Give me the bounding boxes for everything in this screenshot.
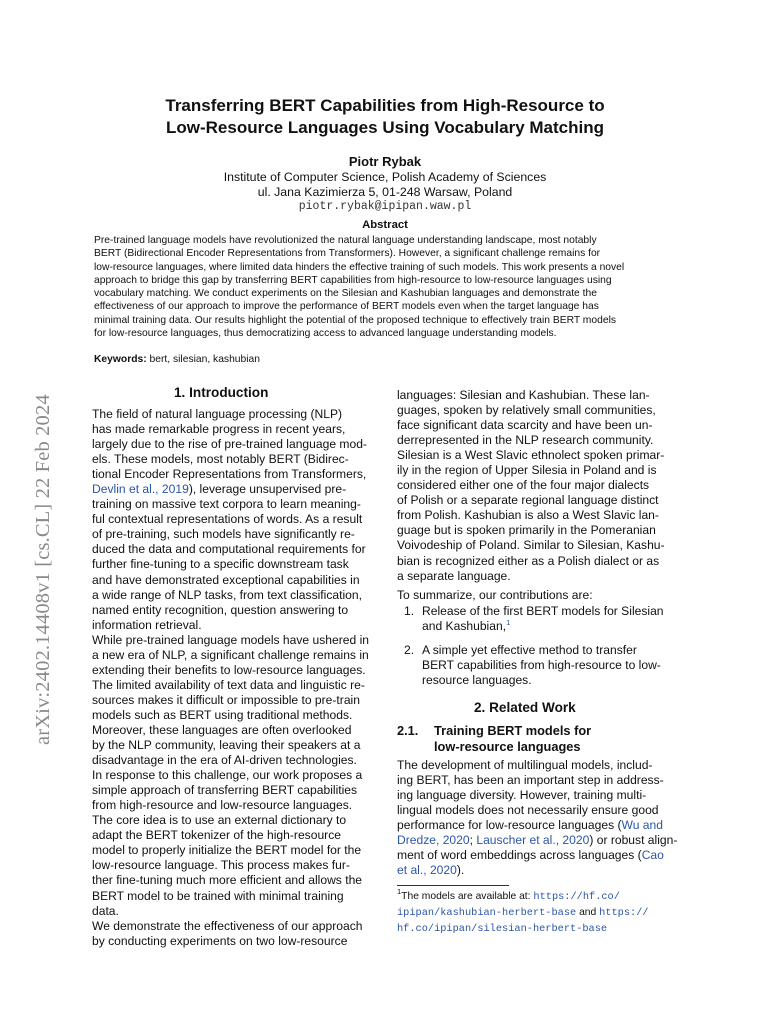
paragraph-line: ful contextual representations of words. As a result: [92, 512, 363, 527]
paragraph-line: largely due to the rise of pre-trained language mod-: [92, 437, 367, 452]
paragraph-line: ing language diversity. However, training multi-: [397, 788, 647, 803]
paragraph-line: by conducting experiments on two low-resource: [92, 933, 348, 948]
paragraph-line: models such as BERT using traditional methods.: [92, 707, 353, 722]
citation-wu-dredze[interactable]: Dredze, 2020: [397, 833, 470, 848]
paragraph-line: extending their benefits to low-resource languages.: [92, 662, 366, 677]
keywords-list: bert, silesian, kashubian: [149, 354, 261, 365]
keywords: [94, 354, 260, 365]
paragraph-line: languages: Silesian and Kashubian. These lan-: [397, 388, 650, 402]
list-line: BERT capabilities from high-resource to low-: [422, 658, 661, 672]
paragraph-line: duced the data and computational requirements for: [92, 542, 366, 557]
paragraph-line: Devlin et al., 2019), leverage unsupervised pre-: [92, 482, 347, 497]
paragraph-line: from Polish. Kashubian is also a West Slavic lan-: [397, 508, 659, 523]
paragraph-line: BERT model to be trained with minimal training: [92, 888, 344, 903]
abstract-line: effectiveness of our approach to improve the performance of BERT models even when the target language has: [94, 301, 599, 313]
footnote-link-silesian[interactable]: hf.co/ipipan/silesian-herbert-base: [397, 923, 608, 935]
title-line: Low-Resource Languages Using Vocabulary Matching: [166, 118, 604, 137]
paragraph-line: ther fine-tuning much more efficient and allows the: [92, 873, 363, 888]
abstract-line: approach to bridge this gap by transferring BERT capabilities from high-resource to low-resource languages using: [94, 274, 612, 286]
paragraph-line: Silesian is a West Slavic ethnolect spoken primar-: [397, 448, 665, 463]
paragraph-line: tional Encoder Representations from Transformers,: [92, 467, 367, 482]
paragraph-line: and have demonstrated exceptional capabilities in: [92, 572, 360, 587]
contributions-intro: To summarize, our contributions are:: [397, 587, 593, 602]
paragraph-line: Voivodeship of Poland. Similar to Silesian, Kashu-: [397, 538, 665, 553]
section-heading-introduction: 1. Introduction: [174, 385, 269, 400]
footnote-line: $^1$The models are available at: https://hf.co/: [397, 887, 620, 903]
paragraph-line: Dredze, 2020; Lauscher et al., 2020) or robust align-: [397, 833, 678, 848]
paragraph-line: a separate language.: [397, 568, 511, 583]
footnote-line: [397, 921, 649, 937]
footnote-link-kashubian[interactable]: https://hf.co/: [533, 891, 620, 903]
paragraph-line: ing BERT, has been an important step in address-: [397, 773, 664, 788]
affiliation: Institute of Computer Science, Polish Academy of Sciences: [223, 170, 547, 184]
abstract-heading: Abstract: [362, 219, 408, 231]
citation-wu-dredze[interactable]: Wu and: [621, 818, 663, 833]
paragraph-line: In response to this challenge, our work proposes a: [92, 768, 363, 783]
abstract-line: minimal training data. Our results highlight the potential of the proposed technique to effectively train BERT models: [94, 314, 617, 326]
left-column: [92, 407, 382, 949]
paragraph-line: performance for low-resource languages (Wu and: [397, 818, 663, 833]
right-column: [397, 388, 682, 603]
author-email[interactable]: piotr.rybak@ipipan.waw.pl: [298, 200, 472, 213]
footnote-rule: [397, 885, 509, 886]
paragraph-line: a wide range of NLP tasks, from text classification,: [92, 587, 362, 602]
paragraph-line: We demonstrate the effectiveness of our approach: [92, 918, 363, 933]
list-line: and Kashubian,$^1$: [422, 618, 511, 633]
paragraph-line: ment of word embeddings across languages (Cao: [397, 848, 664, 863]
paragraph-line: by the NLP community, leaving their speakers at a: [92, 738, 361, 753]
abstract-line: low-resource languages, where limited data hinders the effective training of such models. This work presents a novel: [94, 261, 625, 273]
footnote-link-kashubian[interactable]: ipipan/kashubian-herbert-base: [397, 907, 577, 919]
list-number: 1.: [404, 604, 415, 618]
address: ul. Jana Kazimierza 5, 01-248 Warsaw, Poland: [257, 185, 513, 199]
paragraph-line: information retrieval.: [92, 617, 202, 632]
paragraph-line: The core idea is to use an external dictionary to: [92, 813, 347, 828]
footnote-line: ipipan/kashubian-herbert-base and https://: [397, 907, 649, 919]
paragraph-line: ily in the region of Upper Silesia in Poland and is: [397, 463, 657, 478]
paragraph-line: bian is recognized either as a Polish dialect or as: [397, 553, 660, 568]
paragraph-line: low-resource language. This process makes fur-: [92, 858, 350, 873]
paragraph-line: further fine-tuning to a specific downstream task: [92, 557, 349, 572]
paragraph-line: guages, spoken by relatively small communities,: [397, 403, 656, 418]
paragraph-line: face significant data scarcity and have been un-: [397, 418, 653, 433]
paragraph-line: els. These models, most notably BERT (Bidirec-: [92, 452, 349, 467]
footnote-ref[interactable]: 1: [506, 618, 511, 627]
arxiv-id: arXiv:2402.14408v1 [cs.CL] 22 Feb 2024: [32, 394, 54, 745]
section-heading-related-work: 2. Related Work: [474, 700, 576, 715]
paragraph-line: a new era of NLP, a significant challenge remains in: [92, 647, 369, 662]
paragraph-line: Moreover, these languages are often overlooked: [92, 722, 352, 737]
related-work-paragraph: [397, 758, 682, 878]
paragraph-line: sources makes it difficult or impossible to pre-train: [92, 692, 360, 707]
list-line: Release of the first BERT models for Silesian: [422, 604, 664, 618]
paragraph-line: disadvantage in the era of AI-driven technologies.: [92, 753, 357, 768]
paragraph-line: has made remarkable progress in recent years,: [92, 422, 346, 437]
paragraph-line: simple approach of transferring BERT capabilities: [92, 783, 358, 798]
footnote-link-silesian[interactable]: https://: [599, 907, 649, 919]
paragraph-line: lingual models does not necessarily ensure good: [397, 803, 659, 818]
paper-title: [100, 95, 670, 139]
paragraph-line: named entity recognition, question answering to: [92, 602, 349, 617]
paragraph-line: derrepresented in the NLP research community.: [397, 433, 654, 448]
keywords-label: Keywords:: [94, 354, 147, 365]
paragraph-line: model to properly initialize the BERT model for the: [92, 843, 362, 858]
subsection-title: Training BERT models for low-resource languages: [434, 723, 592, 754]
paragraph-line: training on massive text corpora to learn meaning-: [92, 497, 361, 512]
paragraph-line: guage but is spoken primarily in the Pomeranian: [397, 523, 656, 538]
footnote: [397, 889, 649, 937]
paragraph-line: data.: [92, 903, 119, 918]
paragraph-line: The limited availability of text data and linguistic re-: [92, 677, 365, 692]
author-name: Piotr Rybak: [348, 154, 422, 169]
paragraph-line: adapt the BERT tokenizer of the high-resource: [92, 828, 341, 843]
paragraph-line: The field of natural language processing (NLP): [92, 407, 343, 421]
list-line: A simple yet effective method to transfer: [422, 643, 637, 657]
paragraph-line: of Polish or a separate regional language distinct: [397, 493, 659, 508]
paragraph-line: from high-resource and low-resource languages.: [92, 798, 353, 813]
title-line: Transferring BERT Capabilities from High-Resource to: [165, 96, 605, 115]
list-number: 2.: [404, 643, 415, 657]
paragraph-line: The development of multilingual models, includ-: [397, 758, 653, 772]
abstract-body: [94, 234, 680, 340]
paragraph-line: of pre-training, such models have significantly re-: [92, 527, 355, 542]
citation-lauscher[interactable]: Lauscher et al., 2020: [476, 833, 590, 848]
paragraph-line: et al., 2020).: [397, 863, 465, 878]
abstract-line: vocabulary matching. We conduct experiments on the Silesian and Kashubian languages and demonstrate the: [94, 288, 597, 300]
paragraph-line: While pre-trained language models have ushered in: [92, 632, 369, 647]
list-line: resource languages.: [422, 673, 532, 687]
arxiv-stamp: [20, 320, 54, 745]
citation-devlin[interactable]: Devlin et al., 2019: [92, 482, 189, 497]
paragraph-line: considered either one of the four major dialects: [397, 478, 650, 493]
subsection-number: 2.1.: [397, 723, 419, 738]
citation-cao[interactable]: Cao: [641, 848, 664, 863]
abstract-line: for low-resource languages, thus democratizing access to advanced language understanding models.: [94, 328, 557, 340]
abstract-line: Pre-trained language models have revolutionized the natural language understanding landscape, most notably: [94, 235, 597, 246]
citation-cao[interactable]: et al., 2020: [397, 863, 457, 878]
abstract-line: BERT (Bidirectional Encoder Representations from Transformers). However, a significant challenge remains for: [94, 248, 601, 260]
